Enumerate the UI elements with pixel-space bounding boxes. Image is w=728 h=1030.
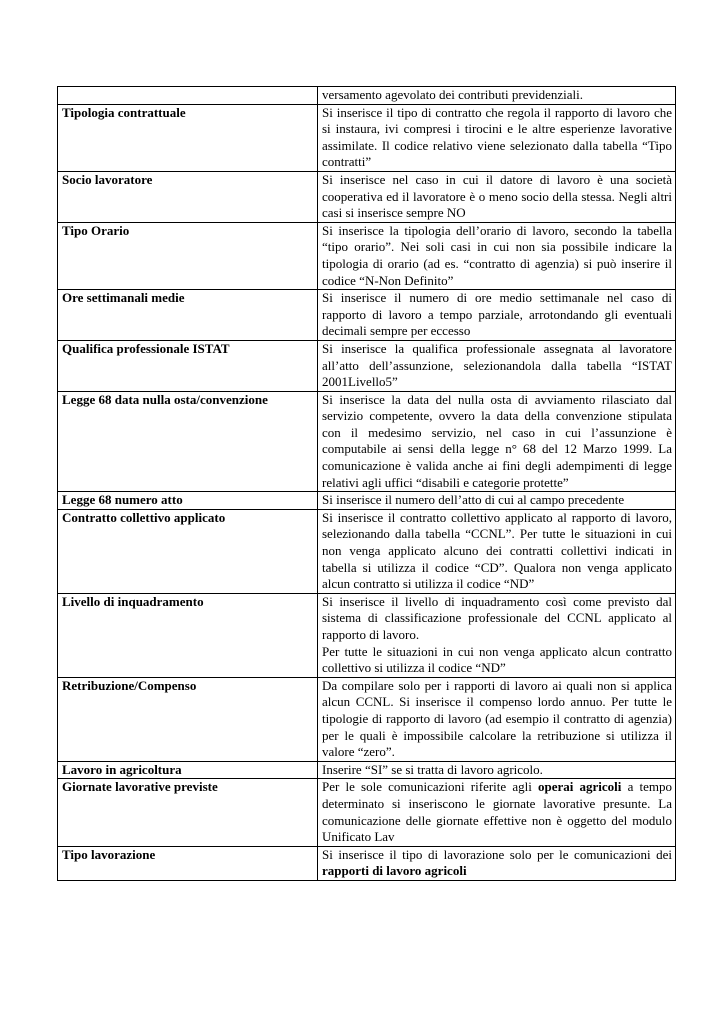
table-row xyxy=(58,779,676,846)
field-description xyxy=(318,87,676,105)
description-text: Si inserisce la tipologia dell’orario di lavoro, secondo la tabella “tipo orario”. Nei soli casi in cui non sia possibile indicare la tipologia di orario (ad es. “contratto di agenzia) si può inserire il codice “N-Non Definito” xyxy=(322,222,672,288)
table-row xyxy=(58,492,676,510)
description-text: Si inserisce la qualifica professionale assegnata al lavoratore all’atto dell’assunzione, selezionandola dalla tabella “ISTAT 2001Livello5” xyxy=(322,340,672,390)
table-row xyxy=(58,104,676,171)
field-description xyxy=(318,222,676,289)
description-text: Si inserisce il numero di ore medio settimanale nel caso di rapporto di lavoro a tempo parziale, arrotondando gli eventuali decimali sempre per eccesso xyxy=(322,290,672,339)
description-text: Per le sole comunicazioni riferite agli xyxy=(322,779,538,795)
description-text: Inserire “SI” se si tratta di lavoro agricolo. xyxy=(322,761,543,777)
field-name: Contratto collettivo applicato xyxy=(58,509,318,593)
document-page xyxy=(57,86,676,881)
field-name: Tipologia contrattuale xyxy=(58,104,318,171)
table-row xyxy=(58,391,676,492)
description-text: Si inserisce nel caso in cui il datore di lavoro è una società cooperativa ed il lavoratore è o meno socio della stessa. Negli altri casi si inserisce sempre NO xyxy=(322,171,672,221)
field-description xyxy=(318,593,676,677)
field-description xyxy=(318,290,676,341)
field-description xyxy=(318,391,676,492)
table-row xyxy=(58,171,676,222)
description-text: versamento agevolato dei contributi previdenziali. xyxy=(322,87,583,102)
description-text: Si inserisce il livello di inquadramento così come previsto dal sistema di classificazione professionale del CCNL applicato al rapporto di lavoro. xyxy=(322,593,672,642)
field-name: Giornate lavorative previste xyxy=(58,779,318,846)
field-name: Socio lavoratore xyxy=(58,171,318,222)
emphasis-text: rapporti di lavoro agricoli xyxy=(322,863,467,879)
field-description xyxy=(318,779,676,846)
field-name: Legge 68 numero atto xyxy=(58,492,318,510)
field-name: Ore settimanali medie xyxy=(58,290,318,341)
field-description xyxy=(318,509,676,593)
table-row xyxy=(58,222,676,289)
field-description xyxy=(318,677,676,761)
table-row xyxy=(58,340,676,391)
field-description xyxy=(318,104,676,171)
description-text: Si inserisce il contratto collettivo applicato al rapporto di lavoro, selezionando dalla tabella “CCNL”. Per tutte le situazioni in cui non venga applicato alcuno dei contratti collettivi indicati in tabella si utilizza il codice “CD”. Qualora non venga applicato alcun contratto si utilizza il codice “ND” xyxy=(322,509,672,592)
description-text: a tempo determinato si inseriscono le giornate lavorative presunte. La comunicazione delle giornate effettive non è oggetto del modulo Unificato Lav xyxy=(322,779,672,845)
table-row xyxy=(58,846,676,880)
field-description xyxy=(318,340,676,391)
field-name: Tipo Orario xyxy=(58,222,318,289)
field-name: Lavoro in agricoltura xyxy=(58,761,318,779)
table-row xyxy=(58,509,676,593)
field-description xyxy=(318,492,676,510)
field-description xyxy=(318,846,676,880)
description-text: Si inserisce il numero dell’atto di cui al campo precedente xyxy=(322,492,625,508)
description-text: Si inserisce la data del nulla osta di avviamento rilasciato dal servizio competente, ovvero la data della convenzione stipulata con il medesimo servizio, nel caso in cui l’assunzione è computabile ai sensi della legge n° 68 del 12 Marzo 1999. La comunicazione è valida anche ai fini degli adempimenti di legge relativi agli uffici “disabili e categorie protette” xyxy=(322,391,672,490)
description-text: Si inserisce il tipo di lavorazione solo per le comunicazioni dei xyxy=(322,846,672,862)
field-name: Legge 68 data nulla osta/convenzione xyxy=(58,391,318,492)
description-text: Si inserisce il tipo di contratto che regola il rapporto di lavoro che si instaura, ivi compresi i tirocini e le altre esperienze lavorative assimilate. Il codice relativo viene selezionato dalla tabella “Tipo contratti” xyxy=(322,104,672,170)
table-row xyxy=(58,761,676,779)
table-row xyxy=(58,290,676,341)
field-name: Qualifica professionale ISTAT xyxy=(58,340,318,391)
field-name: Tipo lavorazione xyxy=(58,846,318,880)
description-text: Per tutte le situazioni in cui non venga applicato alcun contratto collettivo si utilizza il codice “ND” xyxy=(322,643,672,676)
field-description xyxy=(318,171,676,222)
field-description xyxy=(318,761,676,779)
description-text: Da compilare solo per i rapporti di lavoro ai quali non si applica alcun CCNL. Si inserisce il compenso lordo annuo. Per tutte le tipologie di rapporto di lavoro (ad esempio il contratto di agenzia) per le quali è impossibile calcolare la retribuzione si utilizza il valore “zero”. xyxy=(322,677,672,760)
field-name xyxy=(58,87,318,105)
table-row xyxy=(58,593,676,677)
table-row xyxy=(58,677,676,761)
field-name: Livello di inquadramento xyxy=(58,593,318,677)
emphasis-text: operai agricoli xyxy=(537,779,622,795)
field-name: Retribuzione/Compenso xyxy=(58,677,318,761)
table-row xyxy=(58,87,676,105)
field-description-table xyxy=(57,86,676,881)
